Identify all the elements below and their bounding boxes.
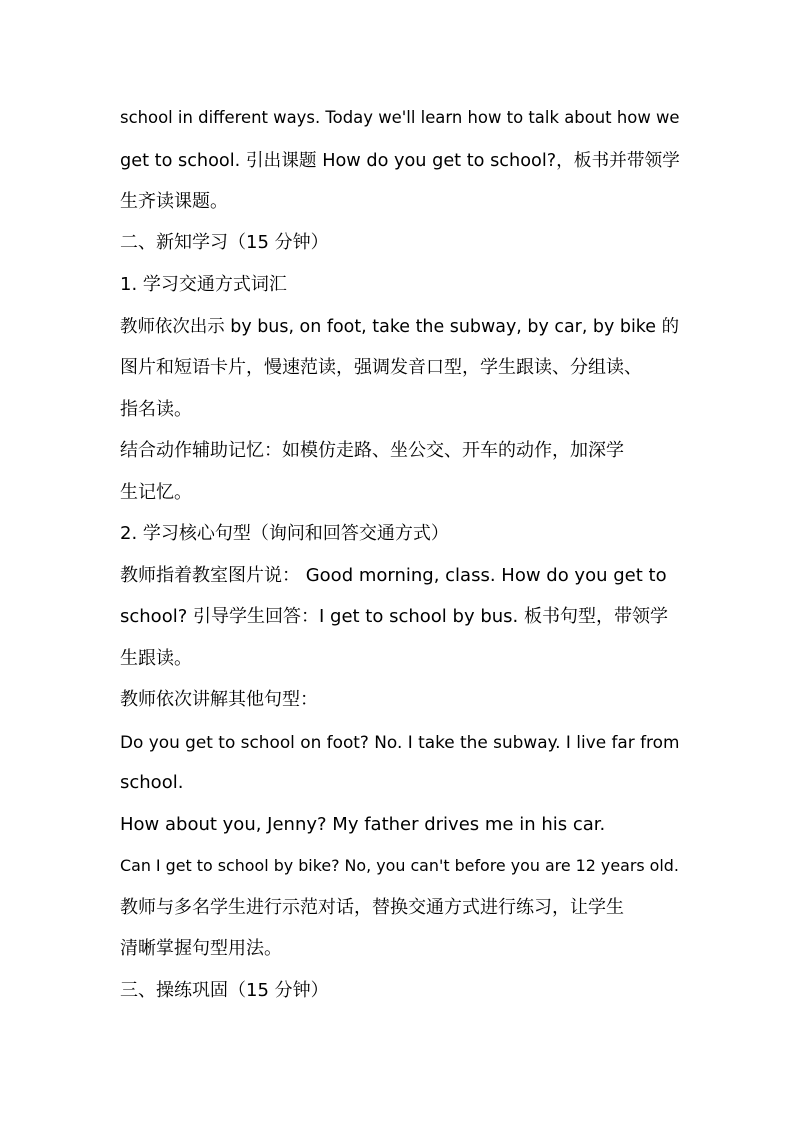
text-line: 清晰掌握句型用法。 bbox=[120, 938, 282, 959]
text-line: 生跟读。 bbox=[120, 648, 192, 669]
text-line: get to school. 引出课题 How do you get to school?，板书并带领学 bbox=[120, 151, 680, 171]
text-line: 教师依次出示 by bus, on foot, take the subway, by car, by bike 的 bbox=[120, 317, 680, 337]
text-line: school in different ways. Today we'll learn how to talk about how we bbox=[120, 108, 680, 127]
subsection-heading: 2. 学习核心句型（询问和回答交通方式） bbox=[120, 523, 449, 544]
text-line: school. bbox=[120, 772, 184, 793]
text-line: 生齐读课题。 bbox=[120, 191, 228, 212]
text-line: Can I get to school by bike? No, you can't before you are 12 years old. bbox=[120, 856, 679, 875]
text-line: 教师与多名学生进行示范对话，替换交通方式进行练习，让学生 bbox=[120, 897, 624, 918]
text-line: school? 引导学生回答：I get to school by bus. 板书句型，带领学 bbox=[120, 606, 668, 627]
text-line: 图片和短语卡片，慢速范读，强调发音口型，学生跟读、分组读、 bbox=[120, 357, 642, 378]
text-line: How about you, Jenny? My father drives me in his car. bbox=[120, 814, 606, 835]
section-heading: 三、操练巩固（15 分钟） bbox=[120, 980, 329, 1001]
text-line: Do you get to school on foot? No. I take the subway. I live far from bbox=[120, 732, 680, 752]
section-heading: 二、新知学习（15 分钟） bbox=[120, 232, 329, 253]
text-line: 教师指着教室图片说： Good morning, class. How do you get to bbox=[120, 565, 667, 586]
text-line: 生记忆。 bbox=[120, 482, 192, 503]
text-line: 指名读。 bbox=[120, 399, 192, 420]
subsection-heading: 1. 学习交通方式词汇 bbox=[120, 274, 287, 295]
text-line: 教师依次讲解其他句型： bbox=[120, 689, 318, 710]
text-line: 结合动作辅助记忆：如模仿走路、坐公交、开车的动作，加深学 bbox=[120, 440, 624, 461]
